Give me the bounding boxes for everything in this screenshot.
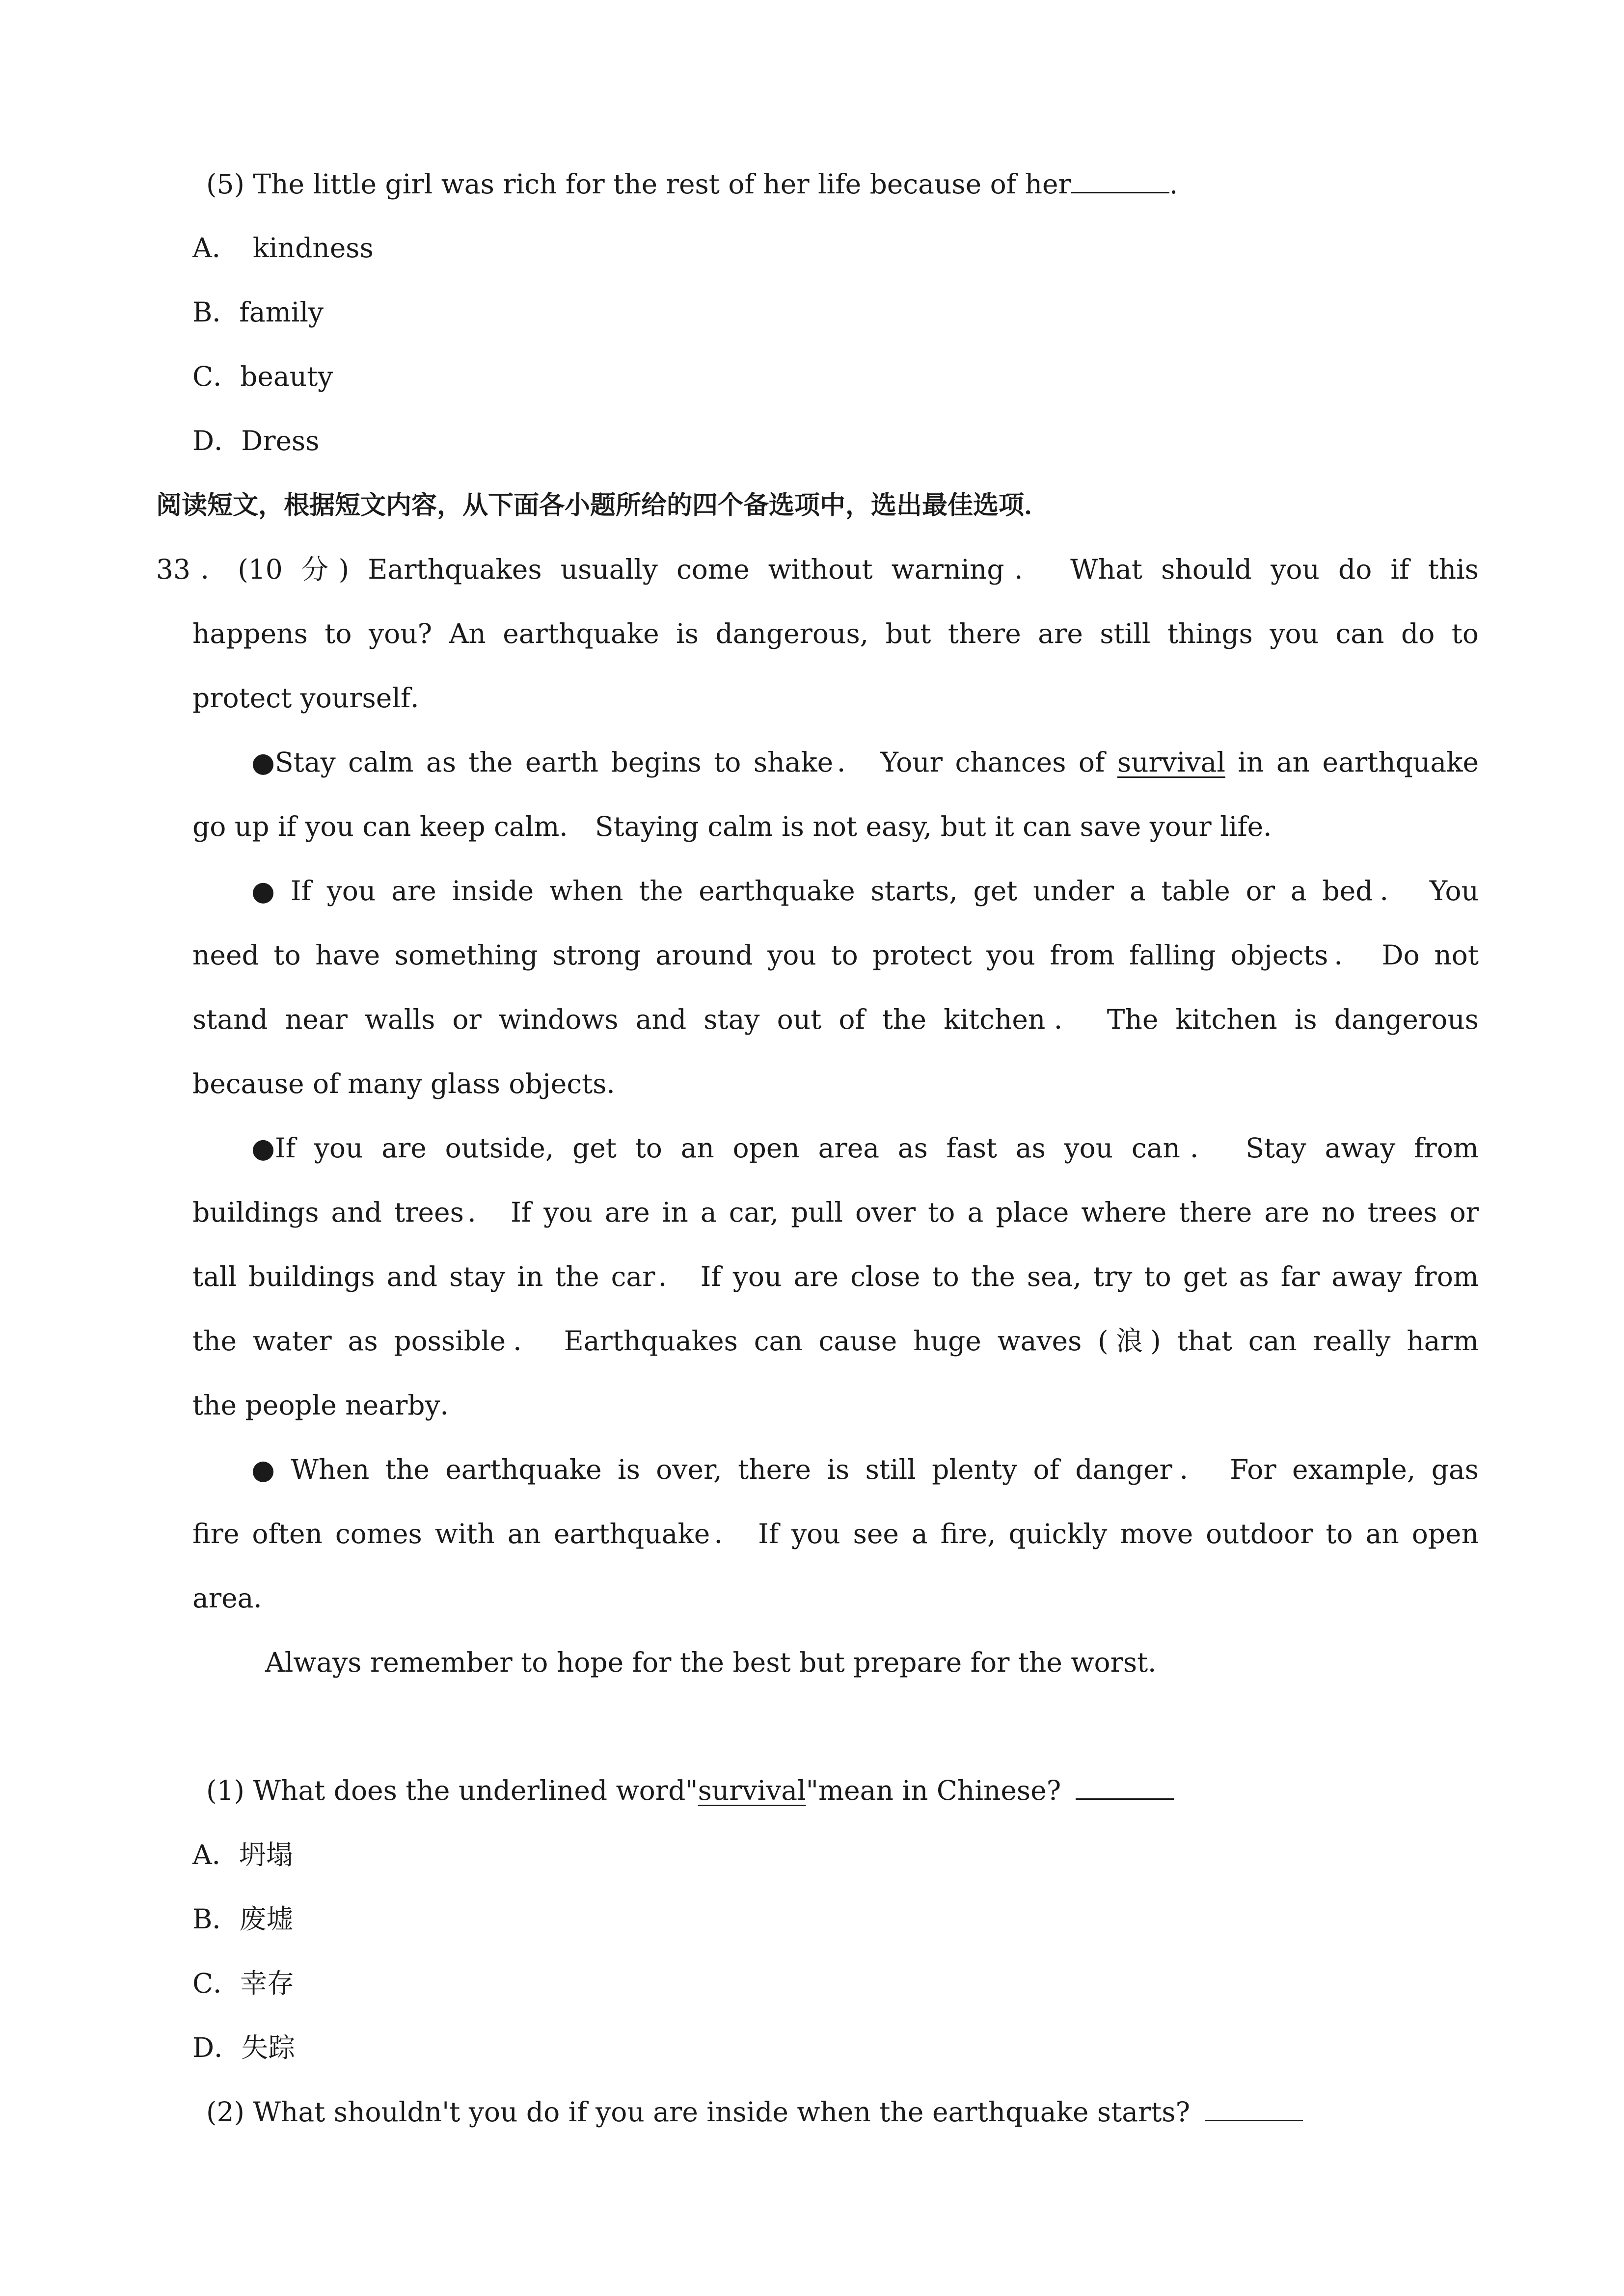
option-b xyxy=(192,1899,293,1939)
option-d xyxy=(192,421,320,460)
option-b xyxy=(192,293,324,332)
paragraph-text: If you are outside, get to an open area as fast as you can． Stay away from xyxy=(275,1132,1479,1164)
question-2 xyxy=(206,2092,1303,2132)
paragraph-text: in an earthquake xyxy=(1238,747,1479,778)
option-a xyxy=(192,228,374,267)
paragraph-line: area． xyxy=(192,1582,281,1614)
passage-intro: Earthquakes usually come without warning． What should you do if this xyxy=(368,554,1479,585)
option-c xyxy=(192,357,333,396)
answer-blank xyxy=(1071,165,1169,193)
option-letter: C． xyxy=(192,1968,241,1999)
option-letter: A． xyxy=(192,232,239,264)
option-letter: D． xyxy=(192,2032,242,2063)
option-text: family xyxy=(239,296,324,328)
paragraph-line: the water as possible． Earthquakes can cause huge waves (浪) that can really harm xyxy=(192,1325,1479,1357)
paragraph-line: the people nearby． xyxy=(192,1389,467,1421)
passage-first-line xyxy=(156,550,1479,589)
paragraph-text: If you are inside when the earthquake starts, get under a table or a bed． You xyxy=(290,875,1479,907)
option-c xyxy=(192,1964,294,2003)
option-text: beauty xyxy=(240,361,333,392)
option-a xyxy=(192,1835,293,1874)
option-letter: D． xyxy=(192,425,242,456)
paragraph-line: need to have something strong around you to protect you from falling objects． Do not xyxy=(192,939,1479,971)
paragraph-2-first-line xyxy=(251,871,1479,910)
option-text: 废墟 xyxy=(239,1903,294,1935)
option-letter: C． xyxy=(192,361,241,392)
passage-closing: Always remember to hope for the best but prepare for the worst． xyxy=(265,1647,1175,1678)
answer-blank xyxy=(1076,1771,1174,1800)
option-letter: B． xyxy=(192,1903,240,1935)
option-d xyxy=(192,2028,295,2067)
question-number: (1) xyxy=(206,1775,244,1806)
paragraph-text: Stay calm as the earth begins to shake． Your chances of xyxy=(275,747,1105,778)
paragraph-text: When the earthquake is over, there is still plenty of danger． For example, gas xyxy=(291,1454,1479,1485)
paragraph-line: because of many glass objects． xyxy=(192,1068,634,1099)
paragraph-line: tall buildings and stay in the car． If you are close to the sea, try to get as far away from xyxy=(192,1261,1479,1292)
paragraph-line: fire often comes with an earthquake． If you see a fire, quickly move outdoor to an open xyxy=(192,1518,1479,1549)
bullet-icon: ● xyxy=(251,1132,275,1164)
paragraph-line: go up if you can keep calm． Staying calm is not easy, but it can save your life． xyxy=(192,811,1291,842)
underlined-word: survival xyxy=(698,1775,806,1806)
passage-line: happens to you? An earthquake is dangerous, but there are still things you can do to xyxy=(192,618,1479,649)
question-5 xyxy=(206,164,1178,204)
question-stem: The little girl was rich for the rest of her life because of her xyxy=(253,168,1071,200)
question-number: (2) xyxy=(206,2096,244,2128)
paragraph-3-first-line xyxy=(251,1128,1479,1168)
option-text: 失踪 xyxy=(241,2032,296,2063)
question-stem: What does the underlined word" xyxy=(253,1775,698,1806)
option-text: 坍塌 xyxy=(239,1839,293,1870)
section-instruction: 阅读短文，根据短文内容，从下面各小题所给的四个备选项中，选出最佳选项． xyxy=(156,491,1050,520)
question-stem: What shouldn't you do if you are inside when the earthquake starts? xyxy=(253,2096,1191,2128)
answer-blank xyxy=(1205,2093,1303,2121)
option-text: kindness xyxy=(252,232,374,264)
option-text: 幸存 xyxy=(240,1968,295,1999)
paragraph-line: buildings and trees． If you are in a car, pull over to a place where there are no trees or xyxy=(192,1197,1479,1228)
question-1 xyxy=(206,1771,1174,1810)
option-text: Dress xyxy=(241,425,320,456)
bullet-icon: ● xyxy=(251,875,275,907)
question-end: . xyxy=(1169,168,1178,200)
bullet-icon: ● xyxy=(251,747,275,778)
underlined-word: survival xyxy=(1117,747,1225,778)
question-number: (5) xyxy=(206,168,244,200)
option-letter: A． xyxy=(192,1839,239,1870)
paragraph-line: stand near walls or windows and stay out of the kitchen． The kitchen is dangerous xyxy=(192,1004,1479,1035)
option-letter: B． xyxy=(192,296,240,328)
passage-line: protect yourself． xyxy=(192,682,438,714)
passage-number: 33．(10 分) xyxy=(156,554,350,585)
bullet-icon: ● xyxy=(251,1454,275,1485)
question-stem: "mean in Chinese? xyxy=(806,1775,1061,1806)
paragraph-1-first-line xyxy=(251,743,1479,782)
paragraph-4-first-line xyxy=(251,1450,1479,1489)
